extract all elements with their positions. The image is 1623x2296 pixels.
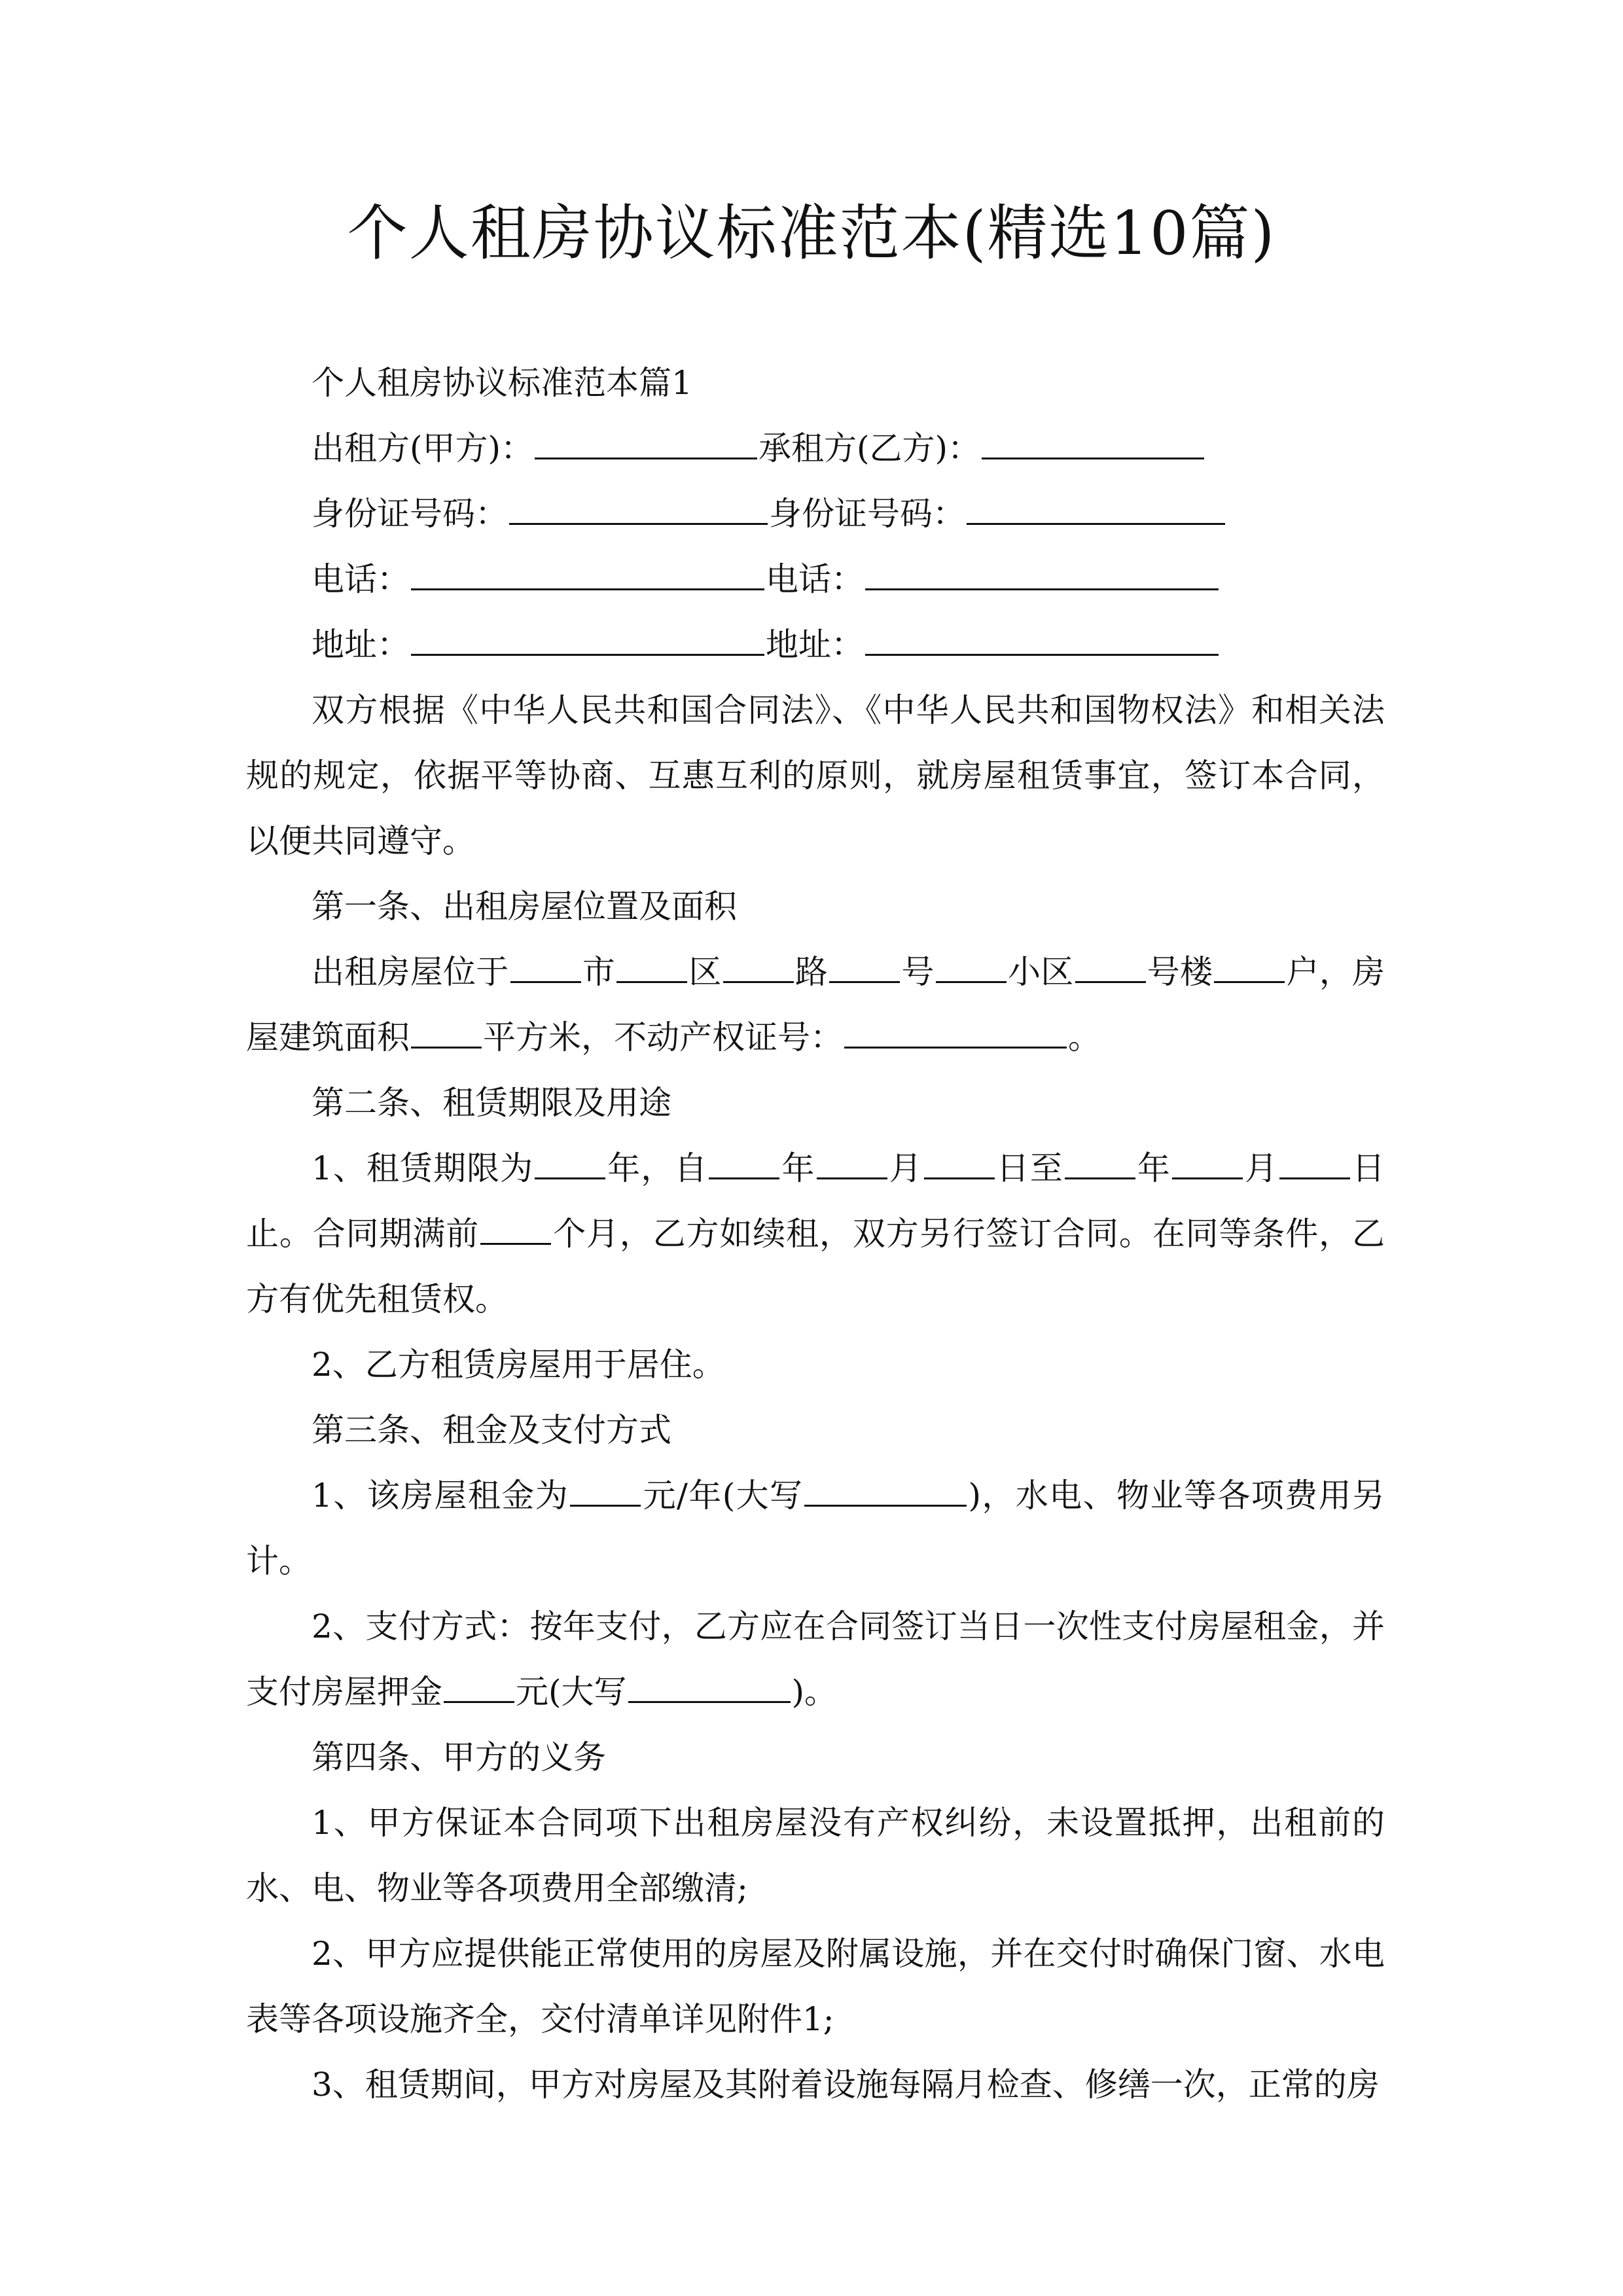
lessor-address-label: 地址： — [312, 626, 410, 664]
lessee-label: 承租方(乙方)： — [758, 429, 981, 467]
article-3-clause-2 — [246, 1594, 1385, 1725]
article-1-title: 第一条、出租房屋位置及面积 — [312, 888, 737, 925]
text-segment: )，水电、物业等各项费用另计。 — [246, 1477, 1385, 1580]
document-title: 个人租房协议标准范本(精选10篇) — [347, 198, 1276, 268]
rent-uppercase-blank[interactable] — [804, 1469, 967, 1507]
start-day-blank[interactable] — [924, 1142, 995, 1179]
text-segment: 月 — [888, 1149, 923, 1187]
building-blank[interactable] — [1075, 946, 1146, 983]
text-segment: )。 — [791, 1673, 838, 1711]
lessor-name-blank[interactable] — [535, 422, 757, 459]
end-year-blank[interactable] — [1065, 1142, 1135, 1179]
lessee-phone-label: 电话： — [766, 560, 864, 598]
road-blank[interactable] — [723, 946, 794, 983]
text-segment: 户， — [1286, 953, 1353, 991]
article-3-clause-1 — [246, 1463, 1385, 1594]
text-segment: 元/年(大写 — [642, 1477, 804, 1515]
article-4-clause-2: 2、甲方应提供能正常使用的房屋及附属设施，并在交付时确保门窗、水电表等各项设施齐全，交付清单详见附件1; — [246, 1935, 1385, 2038]
article-4-title: 第四条、甲方的义务 — [312, 1738, 606, 1776]
text-segment: 1、该房屋租金为 — [312, 1477, 569, 1515]
lessee-id-label: 身份证号码： — [769, 495, 965, 533]
rent-amount-blank[interactable] — [570, 1469, 641, 1507]
phone-line — [246, 547, 1385, 612]
article-3-title: 第三条、租金及支付方式 — [312, 1411, 671, 1449]
property-certificate-blank[interactable] — [844, 1011, 1067, 1049]
text-segment: 平方米，不动产权证号： — [483, 1018, 843, 1056]
document-body — [246, 350, 1385, 2117]
text-segment: 1、租赁期限为 — [312, 1149, 534, 1187]
term-years-blank[interactable] — [535, 1142, 605, 1179]
text-segment: 小区 — [1007, 953, 1074, 991]
number-blank[interactable] — [829, 946, 900, 983]
lessee-phone-blank[interactable] — [865, 553, 1219, 590]
text-segment: 。 — [1068, 1018, 1101, 1056]
article-4-clause-1: 1、甲方保证本合同项下出租房屋没有产权纠纷，未设置抵押，出租前的水、电、物业等各项费用全部缴清; — [246, 1804, 1385, 1907]
section-heading: 个人租房协议标准范本篇1 — [312, 364, 692, 402]
text-segment: 市 — [582, 953, 616, 991]
end-day-blank[interactable] — [1279, 1142, 1350, 1179]
article-4-clause-3: 3、租赁期间，甲方对房屋及其附着设施每隔月检查、修缮一次，正常的房 — [312, 2066, 1380, 2104]
area-blank[interactable] — [411, 1011, 482, 1049]
lessee-address-label: 地址： — [766, 626, 864, 664]
lessor-phone-label: 电话： — [312, 560, 410, 598]
text-segment: 房屋建筑面积 — [246, 953, 1385, 1056]
lessor-id-blank[interactable] — [509, 488, 768, 525]
text-segment: 年 — [781, 1149, 815, 1187]
article-2-title: 第二条、租赁期限及用途 — [312, 1084, 671, 1122]
text-segment: 年 — [1136, 1149, 1171, 1187]
text-segment: 号 — [901, 953, 935, 991]
deposit-uppercase-blank[interactable] — [628, 1666, 791, 1703]
article-1-location — [246, 939, 1385, 1070]
lessor-address-blank[interactable] — [411, 619, 764, 656]
lessee-id-blank[interactable] — [967, 488, 1225, 525]
text-segment: 元(大写 — [516, 1673, 627, 1711]
text-segment: 年，自 — [607, 1149, 708, 1187]
text-segment: 个月，乙方如续租，双方另行签订合同。在同等条件，乙方有优先租赁权。 — [246, 1215, 1385, 1318]
estate-blank[interactable] — [936, 946, 1007, 983]
address-line — [246, 612, 1385, 677]
city-blank[interactable] — [510, 946, 581, 983]
lessee-name-blank[interactable] — [982, 422, 1204, 459]
start-month-blank[interactable] — [817, 1142, 887, 1179]
lessor-label: 出租方(甲方)： — [312, 429, 534, 467]
intro-paragraph: 双方根据《中华人民共和国合同法》、《中华人民共和国物权法》和相关法规的规定，依据平等协商、互惠互利的原则，就房屋租赁事宜，签订本合同，以便共同遵守。 — [246, 691, 1385, 860]
text-segment: 日至 — [995, 1149, 1063, 1187]
deposit-amount-blank[interactable] — [444, 1666, 514, 1703]
party-names-line — [246, 416, 1385, 481]
unit-blank[interactable] — [1214, 946, 1285, 983]
text-segment: 路 — [794, 953, 829, 991]
lessor-phone-blank[interactable] — [411, 553, 764, 590]
notice-months-blank[interactable] — [480, 1208, 551, 1245]
text-segment: 号楼 — [1147, 953, 1213, 991]
text-segment: 日止。合同期满前 — [246, 1149, 1385, 1253]
article-2-clause-1 — [246, 1136, 1385, 1332]
article-2-clause-2: 2、乙方租赁房屋用于居住。 — [312, 1346, 725, 1384]
start-year-blank[interactable] — [709, 1142, 779, 1179]
text-segment: 区 — [688, 953, 722, 991]
district-blank[interactable] — [616, 946, 687, 983]
text-segment: 2、支付方式：按年支付，乙方应在合同签订当日一次性支付房屋租金，并支付房屋押金 — [246, 1607, 1385, 1711]
text-segment: 月 — [1243, 1149, 1278, 1187]
lessee-address-blank[interactable] — [865, 619, 1219, 656]
end-month-blank[interactable] — [1172, 1142, 1243, 1179]
text-segment: 出租房屋位于 — [312, 953, 509, 991]
id-number-line — [246, 481, 1385, 547]
lessor-id-label: 身份证号码： — [312, 495, 508, 533]
